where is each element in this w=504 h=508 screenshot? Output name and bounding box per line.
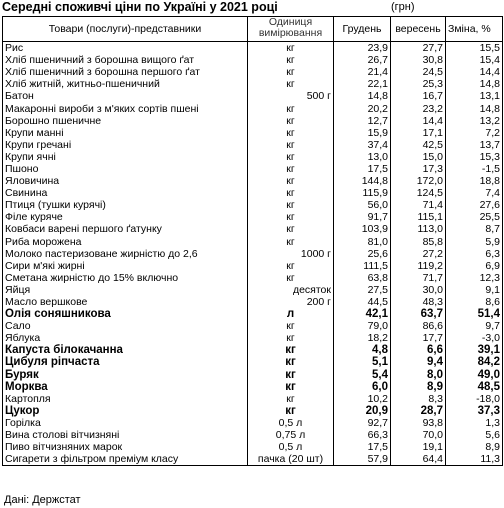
cell-september-price: 23,2 — [391, 102, 446, 114]
cell-unit: кг — [248, 66, 334, 78]
cell-december-price: 20,9 — [334, 405, 391, 417]
table-row — [3, 127, 503, 139]
cell-september-price: 8,3 — [391, 393, 446, 405]
cell-change-percent: 12,3 — [446, 272, 503, 284]
cell-unit: 500 г — [248, 90, 334, 102]
cell-product-name: Картопля — [3, 393, 248, 405]
table-row — [3, 405, 503, 417]
cell-product-name: Капуста білокачанна — [3, 344, 248, 356]
cell-unit: кг — [248, 272, 334, 284]
header-name: Товари (послуги)-представники — [3, 17, 248, 42]
cell-december-price: 22,1 — [334, 78, 391, 90]
cell-september-price: 19,1 — [391, 441, 446, 453]
cell-change-percent: -1,5 — [446, 163, 503, 175]
cell-product-name: Хліб пшеничний з борошна першого ґат — [3, 66, 248, 78]
cell-unit: кг — [248, 332, 334, 344]
table-row — [3, 369, 503, 381]
cell-change-percent: -18,0 — [446, 393, 503, 405]
cell-change-percent: 14,4 — [446, 66, 503, 78]
cell-change-percent: 27,6 — [446, 199, 503, 211]
cell-product-name: Макаронні вироби з м'яких сортів пшені — [3, 102, 248, 114]
cell-change-percent: 13,2 — [446, 115, 503, 127]
table-row — [3, 102, 503, 114]
cell-december-price: 13,0 — [334, 151, 391, 163]
cell-change-percent: 6,9 — [446, 260, 503, 272]
cell-product-name: Крупи ячні — [3, 151, 248, 163]
currency-note: (грн) — [391, 1, 415, 13]
cell-change-percent: 51,4 — [446, 308, 503, 320]
cell-product-name: Сало — [3, 320, 248, 332]
table-row — [3, 453, 503, 466]
page-title: Середні споживчі ціни по Україні у 2021 році — [2, 0, 278, 14]
cell-unit: 1000 г — [248, 248, 334, 260]
cell-september-price: 6,6 — [391, 344, 446, 356]
table-row — [3, 163, 503, 175]
cell-unit: десяток — [248, 284, 334, 296]
cell-september-price: 16,7 — [391, 90, 446, 102]
table-body — [3, 42, 503, 466]
table-row — [3, 199, 503, 211]
cell-change-percent: 5,9 — [446, 236, 503, 248]
cell-unit: пачка (20 шт) — [248, 453, 334, 466]
cell-december-price: 5,4 — [334, 369, 391, 381]
cell-september-price: 27,2 — [391, 248, 446, 260]
cell-september-price: 14,4 — [391, 115, 446, 127]
cell-product-name: Сметана жирністю до 15% включно — [3, 272, 248, 284]
table-row — [3, 308, 503, 320]
cell-unit: кг — [248, 78, 334, 90]
cell-september-price: 71,4 — [391, 199, 446, 211]
cell-september-price: 27,7 — [391, 42, 446, 55]
cell-december-price: 4,8 — [334, 344, 391, 356]
cell-change-percent: 13,1 — [446, 90, 503, 102]
cell-change-percent: 39,1 — [446, 344, 503, 356]
cell-product-name: Філе куряче — [3, 211, 248, 223]
table-row — [3, 356, 503, 368]
cell-change-percent: 7,4 — [446, 187, 503, 199]
cell-september-price: 113,0 — [391, 223, 446, 235]
cell-december-price: 42,1 — [334, 308, 391, 320]
cell-december-price: 10,2 — [334, 393, 391, 405]
cell-change-percent: 8,7 — [446, 223, 503, 235]
cell-change-percent: 8,6 — [446, 296, 503, 308]
table-row — [3, 417, 503, 429]
cell-product-name: Свинина — [3, 187, 248, 199]
cell-december-price: 144,8 — [334, 175, 391, 187]
cell-change-percent: 6,3 — [446, 248, 503, 260]
cell-september-price: 64,4 — [391, 453, 446, 466]
header-december: Грудень — [334, 17, 391, 42]
cell-december-price: 56,0 — [334, 199, 391, 211]
cell-september-price: 8,0 — [391, 369, 446, 381]
cell-unit: кг — [248, 260, 334, 272]
cell-december-price: 79,0 — [334, 320, 391, 332]
cell-unit: кг — [248, 163, 334, 175]
cell-september-price: 172,0 — [391, 175, 446, 187]
cell-december-price: 17,5 — [334, 163, 391, 175]
cell-december-price: 63,8 — [334, 272, 391, 284]
cell-september-price: 42,5 — [391, 139, 446, 151]
cell-september-price: 71,7 — [391, 272, 446, 284]
cell-unit: кг — [248, 115, 334, 127]
cell-september-price: 124,5 — [391, 187, 446, 199]
cell-september-price: 9,4 — [391, 356, 446, 368]
table-row — [3, 248, 503, 260]
cell-december-price: 27,5 — [334, 284, 391, 296]
cell-product-name: Птиця (тушки курячі) — [3, 199, 248, 211]
cell-unit: кг — [248, 151, 334, 163]
cell-product-name: Молоко пастеризоване жирністю до 2,6 — [3, 248, 248, 260]
cell-december-price: 12,7 — [334, 115, 391, 127]
cell-unit: кг — [248, 320, 334, 332]
cell-unit: кг — [248, 199, 334, 211]
table-row — [3, 151, 503, 163]
cell-change-percent: 84,2 — [446, 356, 503, 368]
cell-change-percent: 49,0 — [446, 369, 503, 381]
cell-december-price: 15,9 — [334, 127, 391, 139]
table-row — [3, 332, 503, 344]
table-row — [3, 175, 503, 187]
cell-change-percent: 48,5 — [446, 381, 503, 393]
cell-change-percent: 1,3 — [446, 417, 503, 429]
cell-product-name: Хліб житній, житньо-пшеничний — [3, 78, 248, 90]
cell-september-price: 86,6 — [391, 320, 446, 332]
cell-september-price: 15,0 — [391, 151, 446, 163]
cell-unit: кг — [248, 356, 334, 368]
table-row — [3, 42, 503, 55]
cell-change-percent: 25,5 — [446, 211, 503, 223]
cell-unit: кг — [248, 405, 334, 417]
cell-september-price: 85,8 — [391, 236, 446, 248]
table-row — [3, 381, 503, 393]
cell-september-price: 25,3 — [391, 78, 446, 90]
cell-december-price: 21,4 — [334, 66, 391, 78]
cell-product-name: Буряк — [3, 369, 248, 381]
cell-product-name: Пиво вітчизняних марок — [3, 441, 248, 453]
cell-unit: 0,5 л — [248, 441, 334, 453]
cell-september-price: 115,1 — [391, 211, 446, 223]
cell-product-name: Сигарети з фільтром преміум класу — [3, 453, 248, 466]
table-row — [3, 54, 503, 66]
cell-change-percent: 14,8 — [446, 102, 503, 114]
cell-product-name: Рис — [3, 42, 248, 55]
cell-unit: кг — [248, 139, 334, 151]
cell-december-price: 18,2 — [334, 332, 391, 344]
cell-product-name: Крупи манні — [3, 127, 248, 139]
cell-september-price: 17,1 — [391, 127, 446, 139]
table-row — [3, 223, 503, 235]
table-row — [3, 78, 503, 90]
header-unit: Одиниця вимірювання — [248, 17, 334, 42]
cell-change-percent: 15,4 — [446, 54, 503, 66]
cell-december-price: 81,0 — [334, 236, 391, 248]
table-row — [3, 236, 503, 248]
cell-change-percent: 8,9 — [446, 441, 503, 453]
cell-unit: кг — [248, 211, 334, 223]
cell-december-price: 6,0 — [334, 381, 391, 393]
cell-unit: кг — [248, 393, 334, 405]
cell-change-percent: 15,3 — [446, 151, 503, 163]
table-row — [3, 296, 503, 308]
cell-december-price: 17,5 — [334, 441, 391, 453]
table-row — [3, 90, 503, 102]
cell-december-price: 5,1 — [334, 356, 391, 368]
cell-change-percent: 9,7 — [446, 320, 503, 332]
cell-product-name: Пшоно — [3, 163, 248, 175]
table-row — [3, 393, 503, 405]
table-row — [3, 284, 503, 296]
cell-unit: кг — [248, 381, 334, 393]
cell-december-price: 44,5 — [334, 296, 391, 308]
cell-change-percent: 11,3 — [446, 453, 503, 466]
cell-change-percent: 9,1 — [446, 284, 503, 296]
cell-december-price: 103,9 — [334, 223, 391, 235]
table-header-row — [3, 17, 503, 42]
cell-december-price: 57,9 — [334, 453, 391, 466]
table-row — [3, 272, 503, 284]
cell-september-price: 28,7 — [391, 405, 446, 417]
header-september: вересень — [391, 17, 446, 42]
cell-product-name: Яловичина — [3, 175, 248, 187]
cell-december-price: 66,3 — [334, 429, 391, 441]
source-note: Дані: Держстат — [4, 494, 81, 506]
cell-september-price: 93,8 — [391, 417, 446, 429]
cell-product-name: Сири м'які жирні — [3, 260, 248, 272]
cell-product-name: Крупи гречані — [3, 139, 248, 151]
cell-december-price: 14,8 — [334, 90, 391, 102]
cell-unit: л — [248, 308, 334, 320]
cell-unit: кг — [248, 187, 334, 199]
cell-september-price: 17,3 — [391, 163, 446, 175]
cell-product-name: Горілка — [3, 417, 248, 429]
table-row — [3, 260, 503, 272]
cell-september-price: 70,0 — [391, 429, 446, 441]
title-bar — [0, 0, 504, 14]
cell-december-price: 23,9 — [334, 42, 391, 55]
cell-change-percent: 13,7 — [446, 139, 503, 151]
cell-unit: 200 г — [248, 296, 334, 308]
table-row — [3, 320, 503, 332]
cell-unit: кг — [248, 127, 334, 139]
cell-unit: 0,75 л — [248, 429, 334, 441]
cell-unit: кг — [248, 175, 334, 187]
cell-december-price: 25,6 — [334, 248, 391, 260]
cell-product-name: Ковбаси варені першого ґатунку — [3, 223, 248, 235]
cell-unit: кг — [248, 102, 334, 114]
table-row — [3, 344, 503, 356]
cell-december-price: 91,7 — [334, 211, 391, 223]
cell-product-name: Яблука — [3, 332, 248, 344]
cell-december-price: 20,2 — [334, 102, 391, 114]
cell-december-price: 111,5 — [334, 260, 391, 272]
cell-change-percent: 5,6 — [446, 429, 503, 441]
cell-product-name: Олія соняшникова — [3, 308, 248, 320]
cell-product-name: Вина столові вітчизняні — [3, 429, 248, 441]
cell-product-name: Хліб пшеничний з борошна вищого ґат — [3, 54, 248, 66]
cell-december-price: 26,7 — [334, 54, 391, 66]
cell-unit: кг — [248, 42, 334, 55]
cell-change-percent: 15,5 — [446, 42, 503, 55]
cell-product-name: Цукор — [3, 405, 248, 417]
cell-september-price: 17,7 — [391, 332, 446, 344]
table-row — [3, 139, 503, 151]
cell-september-price: 48,3 — [391, 296, 446, 308]
cell-unit: кг — [248, 344, 334, 356]
cell-change-percent: -3,0 — [446, 332, 503, 344]
cell-september-price: 8,9 — [391, 381, 446, 393]
cell-change-percent: 18,8 — [446, 175, 503, 187]
cell-september-price: 119,2 — [391, 260, 446, 272]
cell-product-name: Цибуля ріпчаста — [3, 356, 248, 368]
cell-september-price: 30,0 — [391, 284, 446, 296]
cell-product-name: Риба морожена — [3, 236, 248, 248]
cell-december-price: 37,4 — [334, 139, 391, 151]
cell-unit: кг — [248, 236, 334, 248]
price-table — [2, 16, 503, 466]
cell-product-name: Борошно пшеничне — [3, 115, 248, 127]
header-change: Зміна, % — [446, 17, 503, 42]
cell-product-name: Морква — [3, 381, 248, 393]
cell-september-price: 63,7 — [391, 308, 446, 320]
cell-change-percent: 37,3 — [446, 405, 503, 417]
cell-unit: кг — [248, 54, 334, 66]
table-row — [3, 66, 503, 78]
cell-december-price: 115,9 — [334, 187, 391, 199]
cell-change-percent: 14,8 — [446, 78, 503, 90]
cell-unit: кг — [248, 369, 334, 381]
table-row — [3, 115, 503, 127]
cell-september-price: 30,8 — [391, 54, 446, 66]
cell-unit: 0,5 л — [248, 417, 334, 429]
table-row — [3, 211, 503, 223]
cell-change-percent: 7,2 — [446, 127, 503, 139]
cell-product-name: Батон — [3, 90, 248, 102]
cell-product-name: Яйця — [3, 284, 248, 296]
cell-product-name: Масло вершкове — [3, 296, 248, 308]
table-row — [3, 187, 503, 199]
cell-december-price: 92,7 — [334, 417, 391, 429]
cell-september-price: 24,5 — [391, 66, 446, 78]
table-row — [3, 429, 503, 441]
cell-unit: кг — [248, 223, 334, 235]
table-row — [3, 441, 503, 453]
